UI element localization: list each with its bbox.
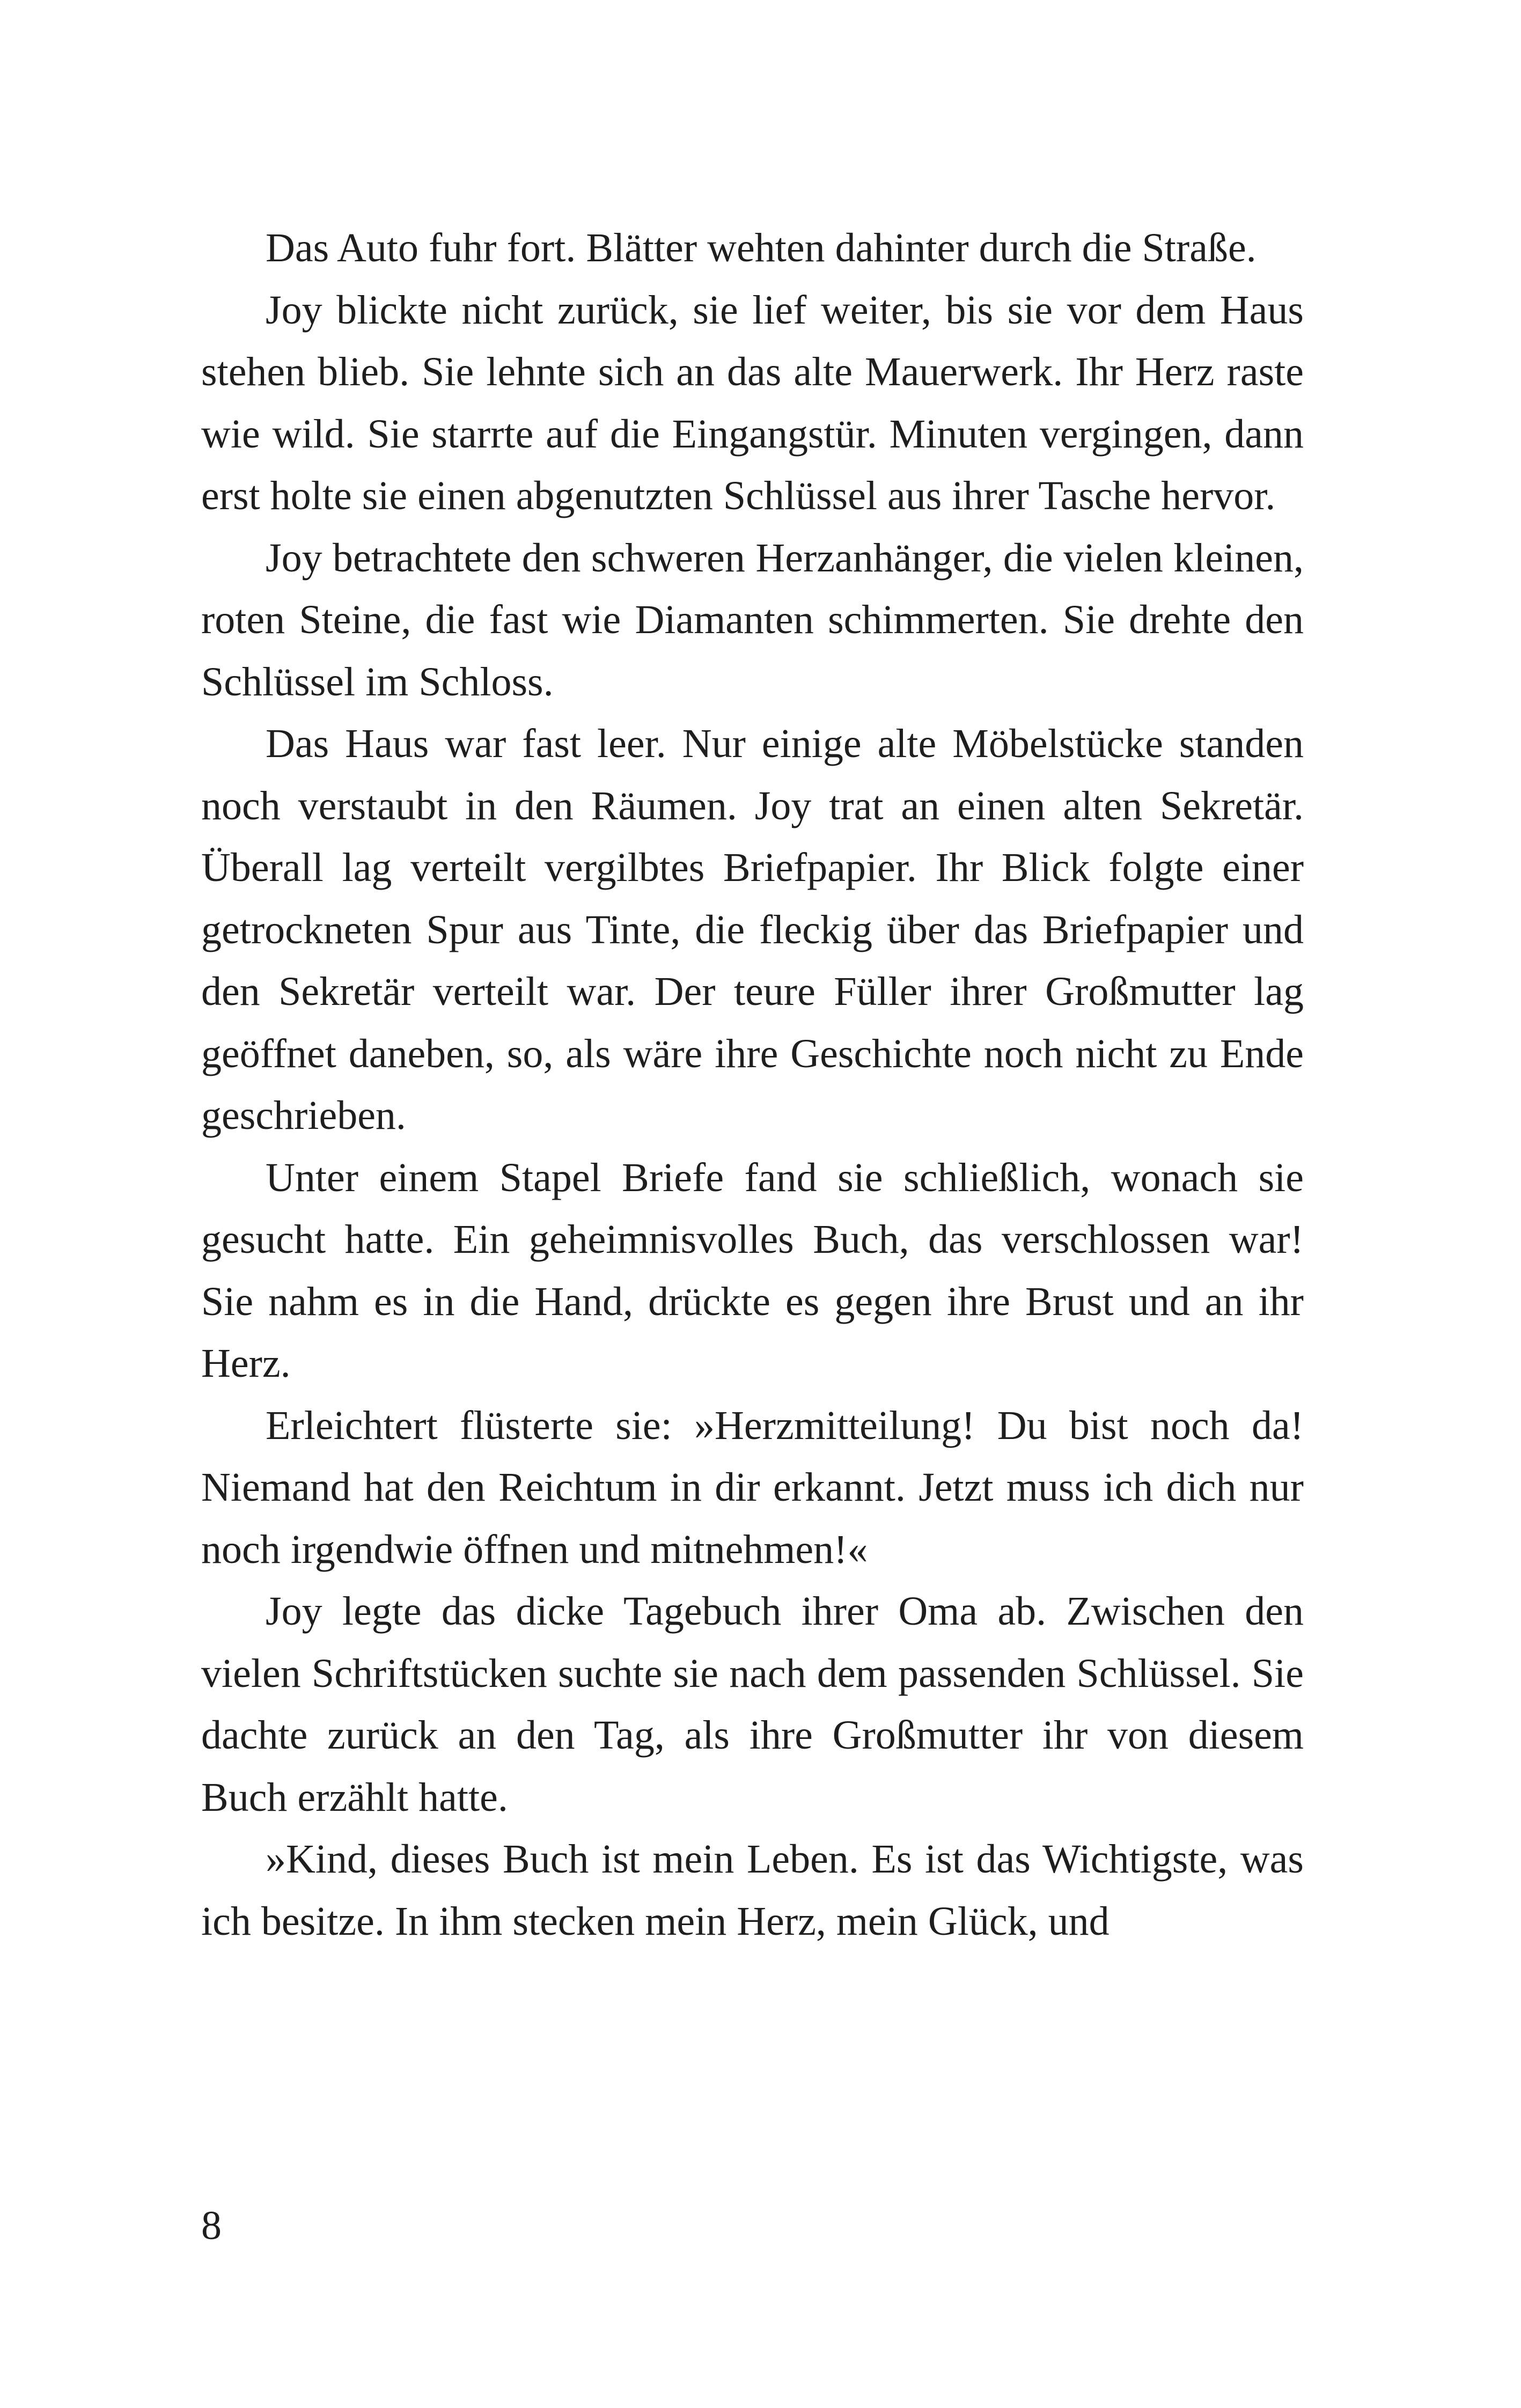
page-number: 8 [201, 2203, 222, 2248]
body-text [201, 217, 1304, 1952]
paragraph: Joy blickte nicht zurück, sie lief weiter, bis sie vor dem Haus stehen blieb. Sie lehnte sich an das alte Mauerwerk. Ihr Herz raste wie wild. Sie starrte auf die Eingangstür. Minuten vergingen, dann erst holte sie einen abgenutzten Schlüssel aus ihrer Tasche hervor. [201, 287, 1304, 518]
paragraph: Joy betrachtete den schweren Herzanhänger, die vielen kleinen, roten Steine, die fast wie Diamanten schimmerten. Sie drehte den Schlüssel im Schloss. [201, 535, 1304, 704]
paragraph: Das Haus war fast leer. Nur einige alte Möbelstücke standen noch verstaubt in den Räumen. Joy trat an einen alten Sekretär. Überall lag verteilt vergilbtes Briefpapier. Ihr Blick folgte einer getrockneten Spur aus Tinte, die fleckig über das Briefpapier und den Sekretär verteilt war. Der teure Füller ihrer Großmutter lag geöffnet daneben, so, als wäre ihre Geschichte noch nicht zu Ende geschrieben. [201, 721, 1304, 1138]
paragraph: Unter einem Stapel Briefe fand sie schließlich, wonach sie gesucht hatte. Ein geheimnisvolles Buch, das verschlossen war! Sie nahm es in die Hand, drückte es gegen ihre Brust und an ihr Herz. [201, 1155, 1304, 1386]
paragraph: Erleichtert flüsterte sie: »Herzmitteilung! Du bist noch da! Niemand hat den Reichtum in dir erkannt. Jetzt muss ich dich nur noch irgendwie öffnen und mitnehmen!« [201, 1403, 1304, 1572]
paragraph: Joy legte das dicke Tagebuch ihrer Oma ab. Zwischen den vielen Schriftstücken suchte sie nach dem passenden Schlüssel. Sie dachte zurück an den Tag, als ihre Großmutter ihr von diesem Buch erzählt hatte. [201, 1589, 1304, 1820]
paragraph: »Kind, dieses Buch ist mein Leben. Es ist das Wichtigste, was ich besitze. In ihm stecken mein Herz, mein Glück, und [201, 1837, 1304, 1944]
paragraph: Das Auto fuhr fort. Blätter wehten dahinter durch die Straße. [266, 225, 1257, 270]
